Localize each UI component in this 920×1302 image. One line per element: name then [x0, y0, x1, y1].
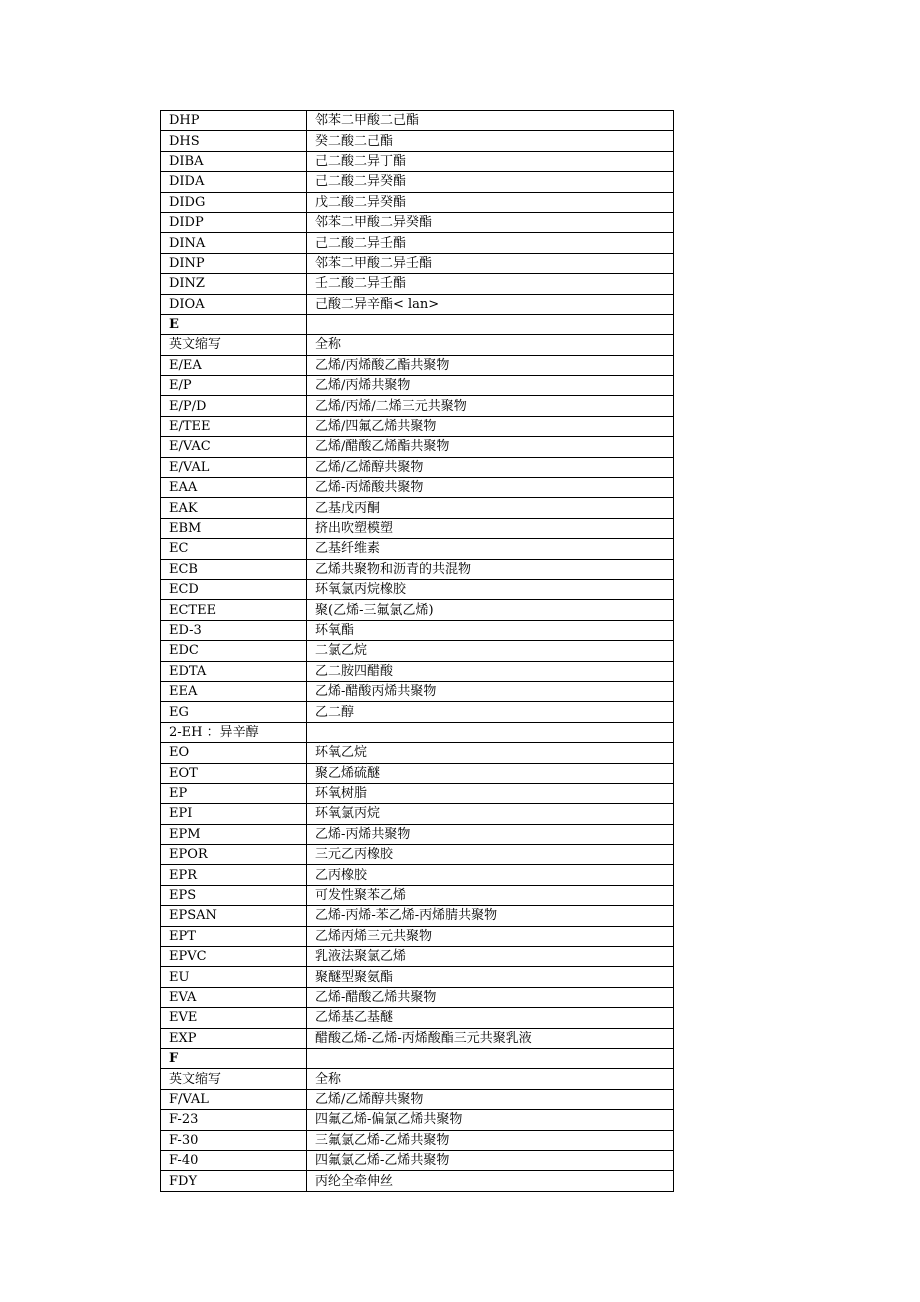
full-name-cell: 全称: [307, 335, 674, 355]
full-name-cell: 邻苯二甲酸二己酯: [307, 111, 674, 131]
abbreviation-cell: EPVC: [161, 947, 307, 967]
table-row: [161, 274, 674, 294]
full-name-cell: 乙二醇: [307, 702, 674, 722]
table-row: [161, 498, 674, 518]
table-row: [161, 906, 674, 926]
full-name-cell: 乙烯-醋酸乙烯共聚物: [307, 987, 674, 1007]
full-name-cell: 聚醚型聚氨酯: [307, 967, 674, 987]
full-name-cell: 环氧酯: [307, 620, 674, 640]
abbreviation-cell: DIOA: [161, 294, 307, 314]
full-name-cell: 乙烯共聚物和沥青的共混物: [307, 559, 674, 579]
table-row: [161, 396, 674, 416]
abbreviation-cell: EDTA: [161, 661, 307, 681]
full-name-cell: 乙烯/四氟乙烯共聚物: [307, 416, 674, 436]
table-body: [161, 111, 674, 1192]
full-name-cell: 环氧乙烷: [307, 743, 674, 763]
abbreviation-cell: E/P: [161, 376, 307, 396]
table-row: [161, 518, 674, 538]
table-row: [161, 947, 674, 967]
full-name-cell: 四氟乙烯-偏氯乙烯共聚物: [307, 1110, 674, 1130]
table-row: [161, 539, 674, 559]
table-row: [161, 131, 674, 151]
full-name-cell: 乙基戊丙酮: [307, 498, 674, 518]
table-row: [161, 702, 674, 722]
full-name-cell: 乙烯/丙烯/二烯三元共聚物: [307, 396, 674, 416]
full-name-cell: 乙烯-丙烯-苯乙烯-丙烯腈共聚物: [307, 906, 674, 926]
table-row: [161, 111, 674, 131]
abbreviation-cell: DHS: [161, 131, 307, 151]
full-name-cell: 乙烯丙烯三元共聚物: [307, 926, 674, 946]
abbreviation-cell: EPOR: [161, 845, 307, 865]
abbreviation-cell: E/VAL: [161, 457, 307, 477]
abbreviation-cell: EBM: [161, 518, 307, 538]
full-name-cell: 邻苯二甲酸二异壬酯: [307, 253, 674, 273]
abbreviation-cell: DIDP: [161, 212, 307, 232]
table-row: [161, 681, 674, 701]
full-name-cell: 三氟氯乙烯-乙烯共聚物: [307, 1130, 674, 1150]
table-row: [161, 151, 674, 171]
full-name-cell: 己二酸二异壬酯: [307, 233, 674, 253]
abbreviation-cell: EVE: [161, 1008, 307, 1028]
table-row: [161, 885, 674, 905]
full-name-cell: 环氧氯丙烷橡胶: [307, 579, 674, 599]
abbreviation-cell: EO: [161, 743, 307, 763]
abbreviation-cell: F/VAL: [161, 1089, 307, 1109]
table-row: [161, 743, 674, 763]
abbreviation-cell: EPM: [161, 824, 307, 844]
abbreviation-cell: E/VAC: [161, 437, 307, 457]
table-row: [161, 1171, 674, 1191]
full-name-cell: 己酸二异辛酯< lan>: [307, 294, 674, 314]
abbreviation-cell: DHP: [161, 111, 307, 131]
abbreviation-cell: EPI: [161, 804, 307, 824]
abbreviation-cell: EDC: [161, 641, 307, 661]
full-name-cell: 环氧氯丙烷: [307, 804, 674, 824]
abbreviation-cell: EAK: [161, 498, 307, 518]
table-row: [161, 478, 674, 498]
full-name-cell: 戊二酸二异癸酯: [307, 192, 674, 212]
abbreviation-cell: ED-3: [161, 620, 307, 640]
abbreviation-cell: EPR: [161, 865, 307, 885]
abbreviation-cell: DIBA: [161, 151, 307, 171]
full-name-cell: 乙烯/乙烯醇共聚物: [307, 1089, 674, 1109]
abbreviation-cell: EVA: [161, 987, 307, 1007]
abbreviation-cell: E: [161, 314, 307, 334]
table-row: [161, 967, 674, 987]
full-name-cell: 乙烯/醋酸乙烯酯共聚物: [307, 437, 674, 457]
full-name-cell: 乙基纤维素: [307, 539, 674, 559]
table-row: [161, 294, 674, 314]
table-row: [161, 559, 674, 579]
abbreviation-cell: DINP: [161, 253, 307, 273]
full-name-cell: 乙烯/丙烯共聚物: [307, 376, 674, 396]
abbreviation-cell: ECD: [161, 579, 307, 599]
full-name-cell: 乙烯-丙烯酸共聚物: [307, 478, 674, 498]
abbreviation-cell: F-30: [161, 1130, 307, 1150]
table-row: [161, 355, 674, 375]
abbreviation-cell: ECTEE: [161, 600, 307, 620]
section-header-row: [161, 1048, 674, 1068]
full-name-cell: 环氧树脂: [307, 783, 674, 803]
table-row: [161, 212, 674, 232]
table-row: [161, 192, 674, 212]
table-row: [161, 845, 674, 865]
full-name-cell: 丙纶全牵伸丝: [307, 1171, 674, 1191]
full-name-cell: 乙二胺四醋酸: [307, 661, 674, 681]
abbreviation-cell: DIDG: [161, 192, 307, 212]
abbreviation-cell: DINZ: [161, 274, 307, 294]
full-name-cell: 癸二酸二己酯: [307, 131, 674, 151]
abbreviation-cell: 英文缩写: [161, 335, 307, 355]
full-name-cell: 乙烯基乙基醚: [307, 1008, 674, 1028]
full-name-cell: 三元乙丙橡胶: [307, 845, 674, 865]
full-name-cell: 乙烯/丙烯酸乙酯共聚物: [307, 355, 674, 375]
abbreviation-cell: EU: [161, 967, 307, 987]
full-name-cell: 乙丙橡胶: [307, 865, 674, 885]
table-row: [161, 641, 674, 661]
table-row: [161, 661, 674, 681]
full-name-cell: 醋酸乙烯-乙烯-丙烯酸酯三元共聚乳液: [307, 1028, 674, 1048]
abbreviation-cell: EC: [161, 539, 307, 559]
table-row: [161, 865, 674, 885]
full-name-cell: 邻苯二甲酸二异癸酯: [307, 212, 674, 232]
abbreviation-cell: E/EA: [161, 355, 307, 375]
table-row: [161, 416, 674, 436]
table-row: [161, 172, 674, 192]
table-row: [161, 600, 674, 620]
abbreviation-cell: 2-EH ：异辛醇: [161, 722, 307, 742]
abbreviation-cell: EG: [161, 702, 307, 722]
full-name-cell: [307, 722, 674, 742]
table-row: [161, 1028, 674, 1048]
full-name-cell: 挤出吹塑模塑: [307, 518, 674, 538]
full-name-cell: 聚(乙烯-三氟氯乙烯): [307, 600, 674, 620]
table-row: [161, 926, 674, 946]
abbreviation-table: [160, 110, 674, 1192]
table-row: [161, 457, 674, 477]
abbreviation-cell: EPS: [161, 885, 307, 905]
abbreviation-cell: EAA: [161, 478, 307, 498]
abbreviation-cell: ECB: [161, 559, 307, 579]
abbreviation-cell: EP: [161, 783, 307, 803]
abbreviation-cell: EPSAN: [161, 906, 307, 926]
full-name-cell: 二氯乙烷: [307, 641, 674, 661]
full-name-cell: 乙烯/乙烯醇共聚物: [307, 457, 674, 477]
table-row: [161, 437, 674, 457]
abbreviation-cell: EPT: [161, 926, 307, 946]
full-name-cell: [307, 1048, 674, 1068]
abbreviation-cell: DIDA: [161, 172, 307, 192]
full-name-cell: 己二酸二异丁酯: [307, 151, 674, 171]
table-row: [161, 824, 674, 844]
abbreviation-cell: DINA: [161, 233, 307, 253]
table-row: [161, 233, 674, 253]
abbreviation-cell: E/TEE: [161, 416, 307, 436]
abbreviation-cell: FDY: [161, 1171, 307, 1191]
table-row: [161, 376, 674, 396]
full-name-cell: [307, 314, 674, 334]
abbreviation-cell: EEA: [161, 681, 307, 701]
full-name-cell: 全称: [307, 1069, 674, 1089]
table-row: [161, 1008, 674, 1028]
full-name-cell: 乙烯-醋酸丙烯共聚物: [307, 681, 674, 701]
table-row: [161, 1110, 674, 1130]
full-name-cell: 乳液法聚氯乙烯: [307, 947, 674, 967]
full-name-cell: 四氟氯乙烯-乙烯共聚物: [307, 1150, 674, 1170]
abbreviation-cell: EXP: [161, 1028, 307, 1048]
table-row: [161, 335, 674, 355]
table-row: [161, 763, 674, 783]
table-row: [161, 1089, 674, 1109]
abbreviation-cell: EOT: [161, 763, 307, 783]
full-name-cell: 己二酸二异癸酯: [307, 172, 674, 192]
table-row: [161, 1150, 674, 1170]
abbreviation-cell: E/P/D: [161, 396, 307, 416]
table-row: [161, 620, 674, 640]
table-row: [161, 579, 674, 599]
section-header-row: [161, 314, 674, 334]
table-row: [161, 783, 674, 803]
abbreviation-cell: 英文缩写: [161, 1069, 307, 1089]
table-row: [161, 1069, 674, 1089]
abbreviation-cell: F: [161, 1048, 307, 1068]
full-name-cell: 壬二酸二异壬酯: [307, 274, 674, 294]
full-name-cell: 乙烯-丙烯共聚物: [307, 824, 674, 844]
table-row: [161, 722, 674, 742]
table-row: [161, 987, 674, 1007]
full-name-cell: 可发性聚苯乙烯: [307, 885, 674, 905]
table-row: [161, 253, 674, 273]
full-name-cell: 聚乙烯硫醚: [307, 763, 674, 783]
abbreviation-cell: F-23: [161, 1110, 307, 1130]
table-row: [161, 804, 674, 824]
table-row: [161, 1130, 674, 1150]
abbreviation-cell: F-40: [161, 1150, 307, 1170]
